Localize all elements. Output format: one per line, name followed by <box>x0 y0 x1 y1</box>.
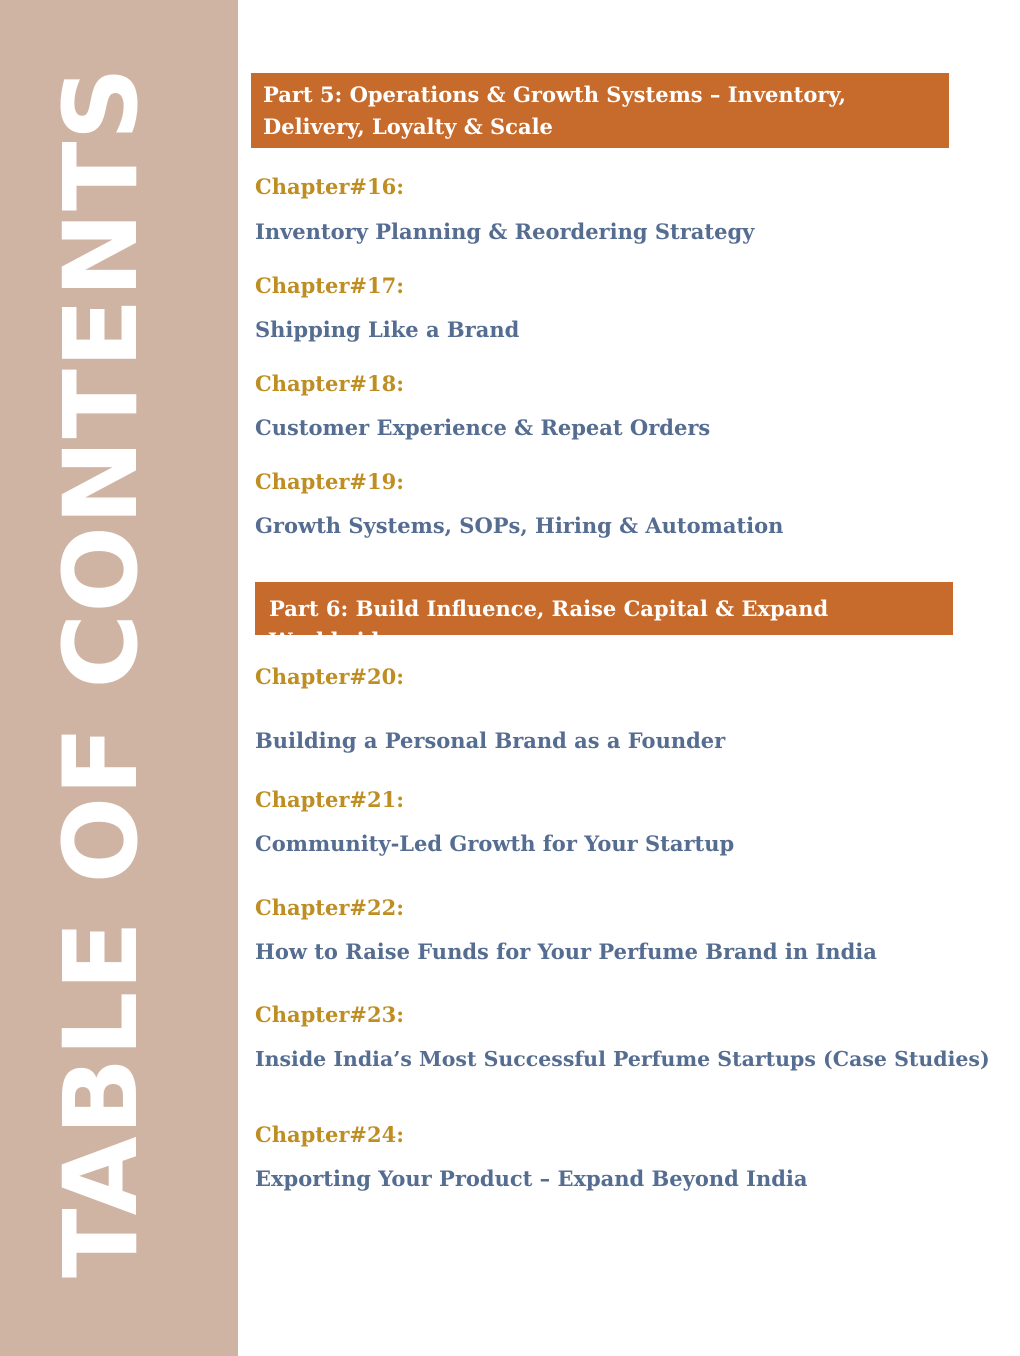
chapter-16-label: Chapter#16: <box>255 174 404 199</box>
chapter-17-label: Chapter#17: <box>255 273 404 298</box>
chapter-16-title[interactable]: Inventory Planning & Reordering Strategy <box>255 219 755 244</box>
chapter-19-title[interactable]: Growth Systems, SOPs, Hiring & Automation <box>255 513 784 538</box>
part-5-banner: Part 5: Operations & Growth Systems – Inventory, Delivery, Loyalty & Scale <box>251 73 949 148</box>
chapter-17-title[interactable]: Shipping Like a Brand <box>255 317 520 342</box>
chapter-18-label: Chapter#18: <box>255 371 404 396</box>
chapter-21-title[interactable]: Community-Led Growth for Your Startup <box>255 831 735 856</box>
chapter-22-title[interactable]: How to Raise Funds for Your Perfume Brand in India <box>255 939 877 964</box>
sidebar <box>0 0 238 1356</box>
chapter-21-label: Chapter#21: <box>255 787 404 812</box>
chapter-20-title[interactable]: Building a Personal Brand as a Founder <box>255 728 726 753</box>
chapter-24-label: Chapter#24: <box>255 1122 404 1147</box>
chapter-19-label: Chapter#19: <box>255 469 404 494</box>
chapter-18-title[interactable]: Customer Experience & Repeat Orders <box>255 415 711 440</box>
chapter-23-label: Chapter#23: <box>255 1002 404 1027</box>
part-6-banner: Part 6: Build Influence, Raise Capital & Expand Worldwide <box>255 582 953 635</box>
table-of-contents-heading: TABLE OF CONTENTS <box>42 65 161 1279</box>
chapter-22-label: Chapter#22: <box>255 895 404 920</box>
chapter-24-title[interactable]: Exporting Your Product – Expand Beyond India <box>255 1166 808 1191</box>
chapter-23-title[interactable]: Inside India’s Most Successful Perfume Startups (Case Studies) <box>255 1047 990 1071</box>
chapter-20-label: Chapter#20: <box>255 664 404 689</box>
